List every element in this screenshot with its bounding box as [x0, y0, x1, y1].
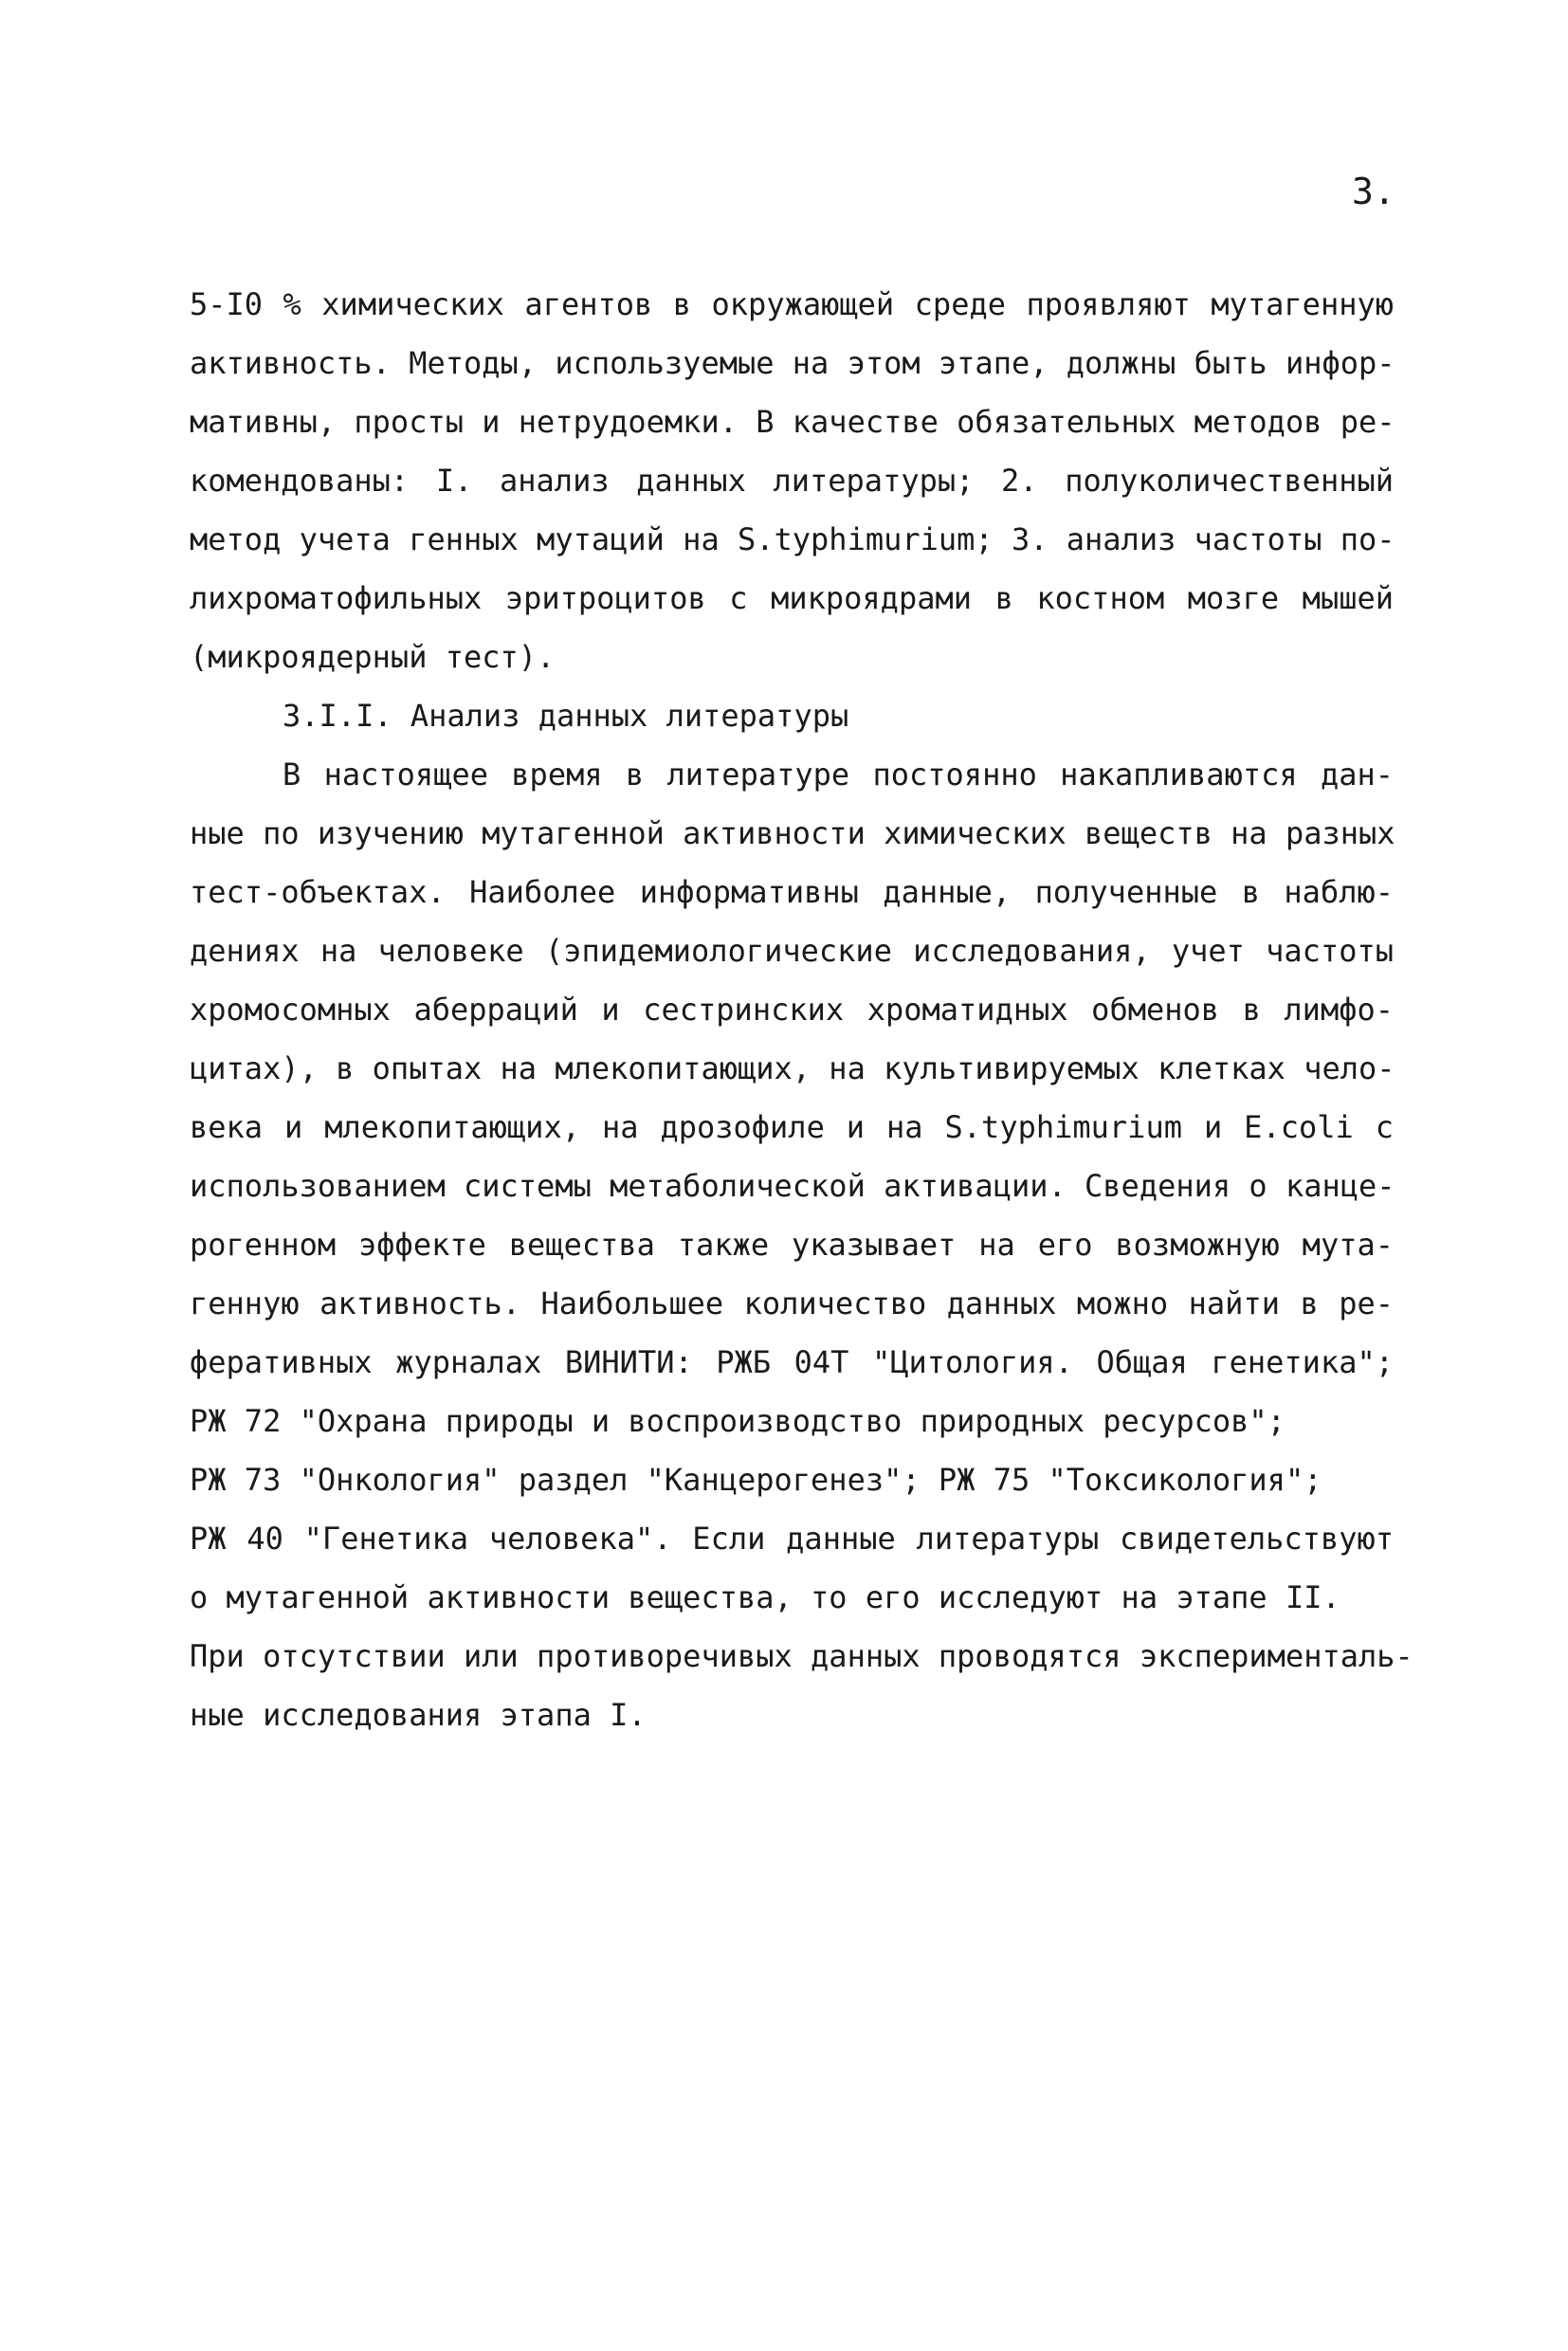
text-line: дениях на человеке (эпидемиологические исследования, учет частоты [190, 933, 1394, 969]
text-line: о мутагенной активности вещества, то его исследуют на этапе II. [190, 1579, 1340, 1615]
section-heading: 3.I.I. Анализ данных литературы [283, 698, 849, 734]
text-line: При отсутствии или противоречивых данных проводятся эксперименталь- [190, 1638, 1413, 1674]
text-line: (микроядерный тест). [190, 639, 556, 675]
text-line: хромосомных аберраций и сестринских хроматидных обменов в лимфо- [190, 992, 1394, 1028]
text-line: РЖ 72 "Охрана природы и воспроизводство природных ресурсов"; [190, 1403, 1285, 1439]
text-line: комендованы: I. анализ данных литературы; 2. полуколичественный [190, 463, 1394, 499]
text-line: феративных журналах ВИНИТИ: РЖБ 04Т "Цитология. Общая генетика"; [190, 1344, 1394, 1380]
text-line: генную активность. Наибольшее количество данных можно найти в ре- [190, 1285, 1394, 1321]
text-line: РЖ 73 "Онкология" раздел "Канцерогенез"; РЖ 75 "Токсикология"; [190, 1462, 1322, 1498]
text-line: лихроматофильных эритроцитов с микроядрами в костном мозге мышей [190, 580, 1394, 616]
text-line: ные исследования этапа I. [190, 1697, 647, 1733]
text-line: использованием системы метаболической активации. Сведения о канце- [190, 1168, 1395, 1204]
text-line: тест-объектах. Наиболее информативны данные, полученные в наблю- [190, 874, 1394, 910]
text-line: рогенном эффекте вещества также указывает на его возможную мута- [190, 1227, 1394, 1263]
text-line: мативны, просты и нетрудоемки. В качестве обязательных методов ре- [190, 404, 1395, 440]
text-line: ные по изучению мутагенной активности химических веществ на разных [190, 815, 1395, 851]
text-line: метод учета генных мутаций на S.typhimurium; 3. анализ частоты по- [190, 521, 1395, 557]
text-line: активность. Методы, используемые на этом этапе, должны быть инфор- [190, 345, 1395, 381]
text-line: РЖ 40 "Генетика человека". Если данные литературы свидетельствуют [190, 1521, 1394, 1557]
text-line: В настоящее время в литературе постоянно накапливаются дан- [283, 756, 1394, 793]
text-line: века и млекопитающих, на дрозофиле и на S.typhimurium и E.coli с [190, 1109, 1394, 1145]
page-number: 3. [1352, 171, 1395, 212]
text-line: 5-I0 % химических агентов в окружающей среде проявляют мутагенную [190, 286, 1394, 322]
text-line: цитах), в опытах на млекопитающих, на культивируемых клетках чело- [190, 1050, 1395, 1086]
document-body [190, 275, 1413, 1744]
